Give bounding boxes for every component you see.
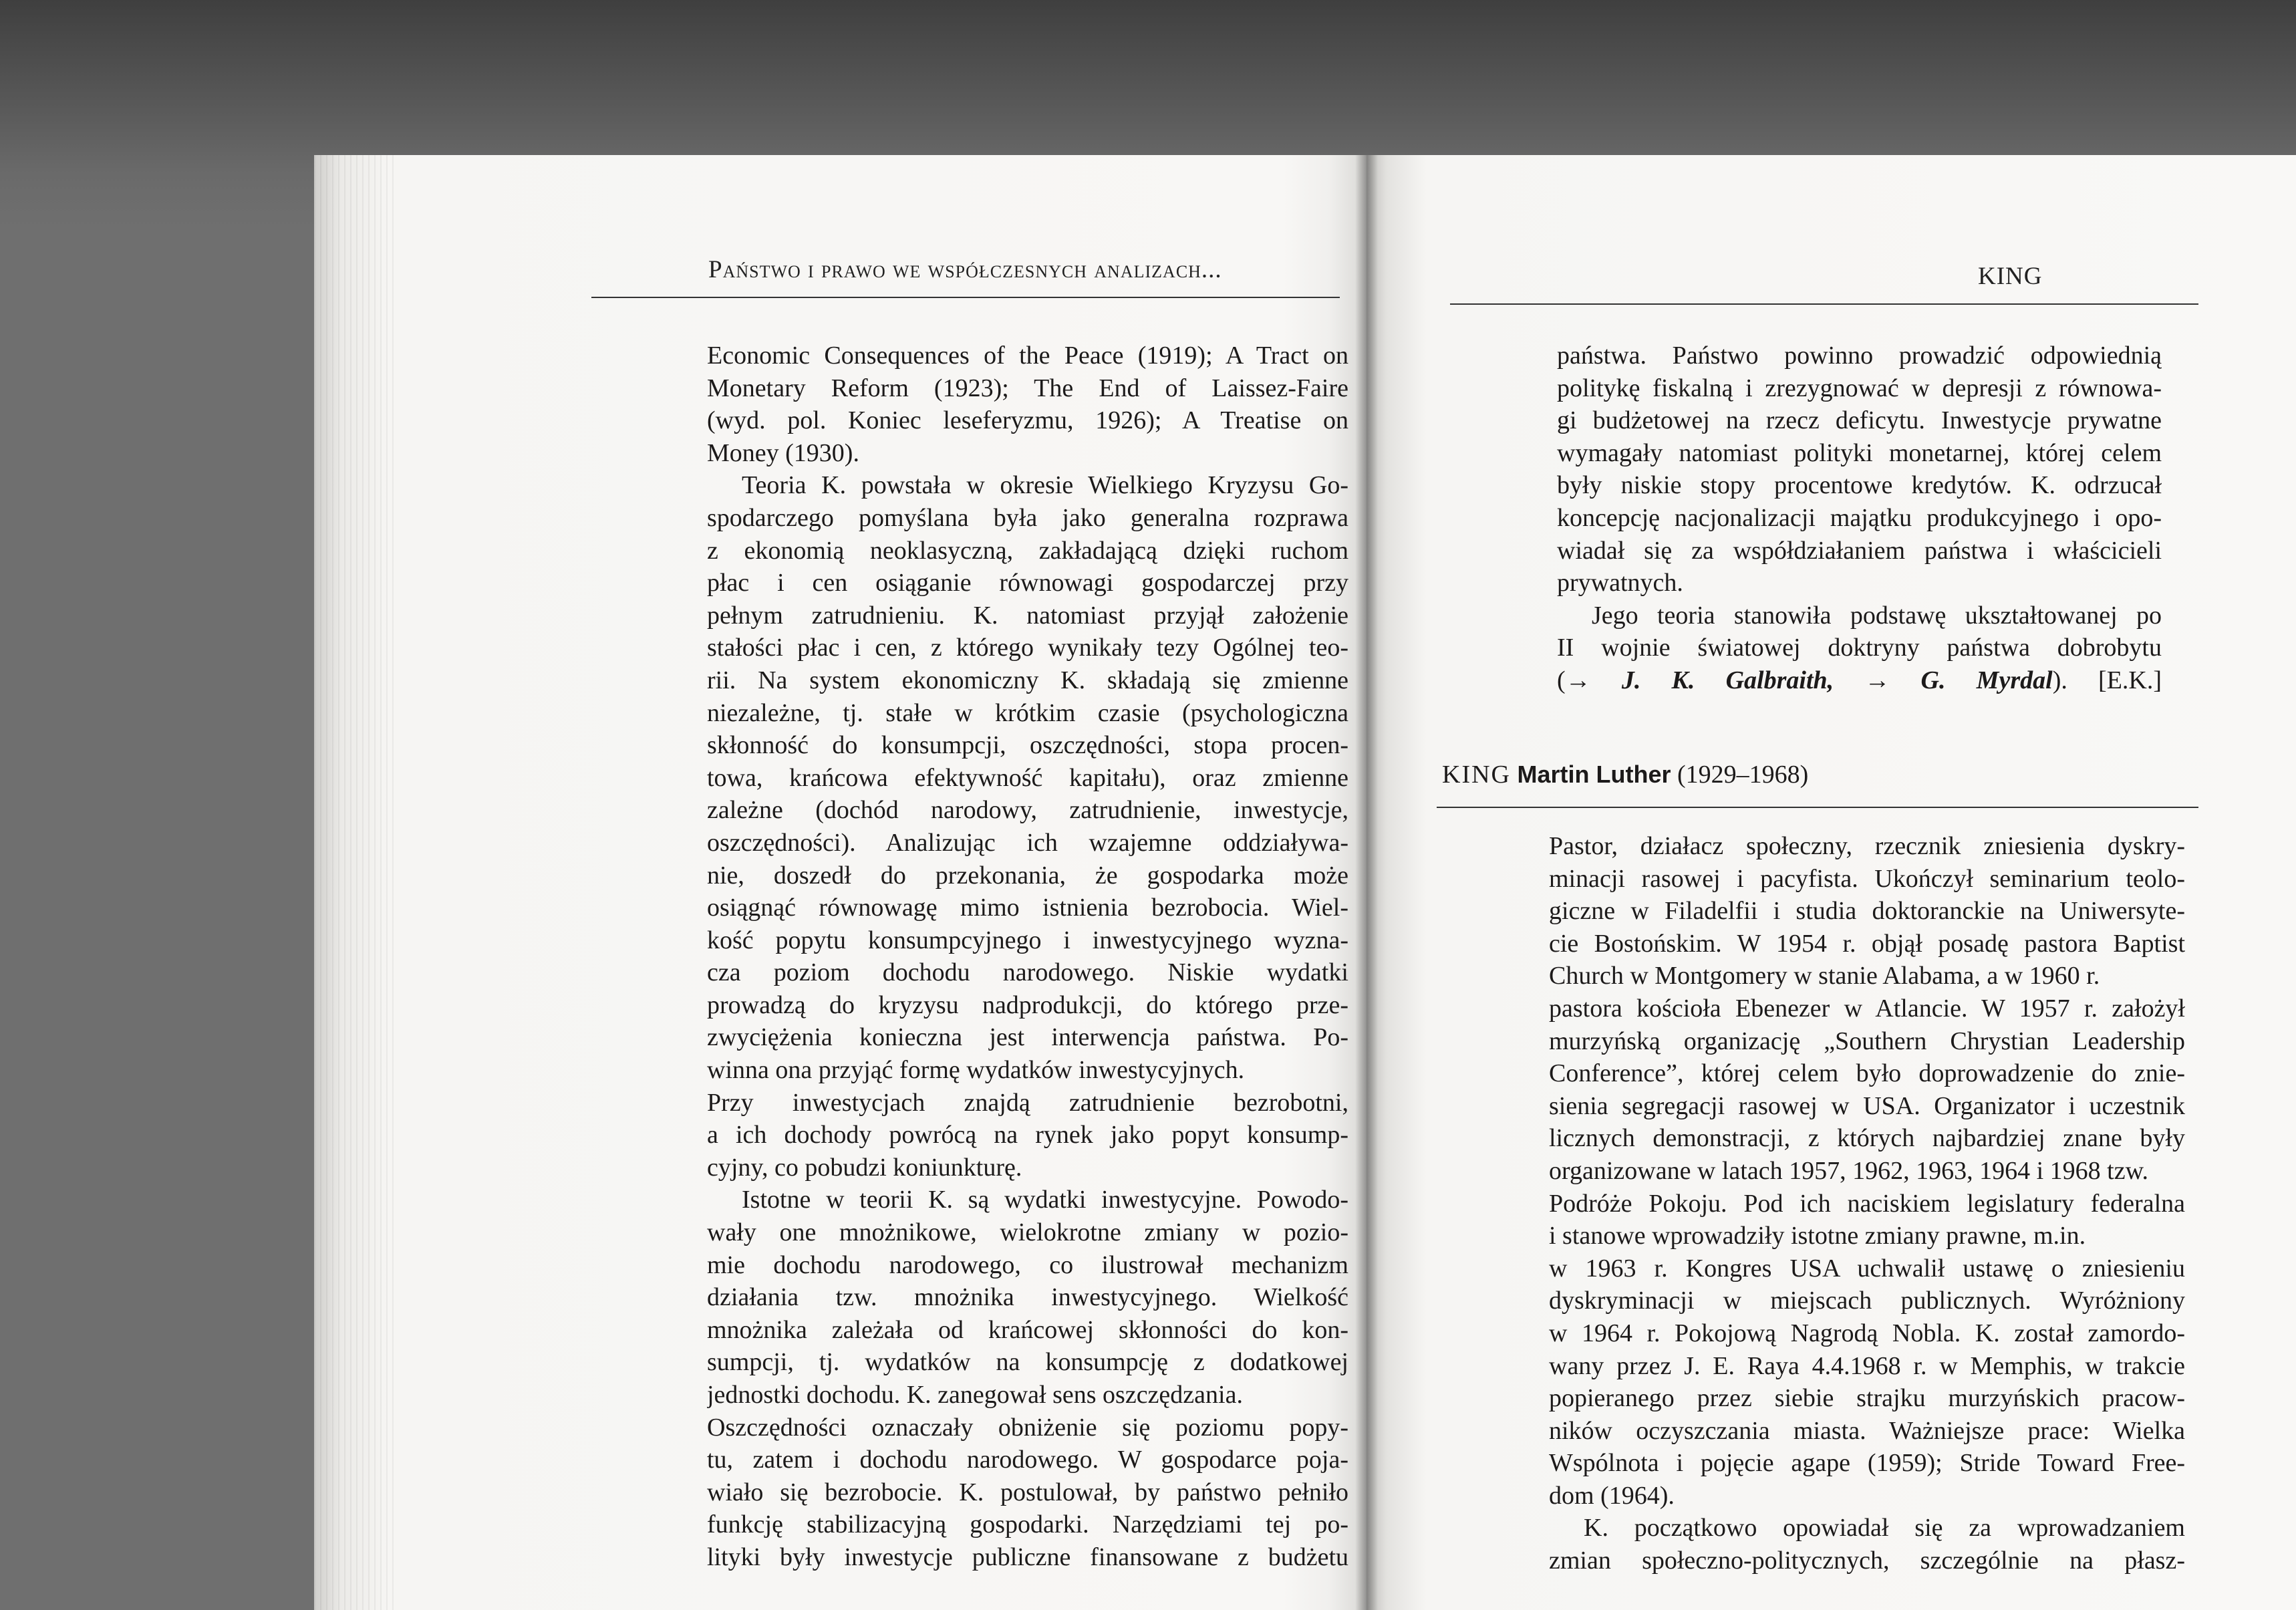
text-line: Monetary Reform (1923); The End of Laissez-Faire: [707, 374, 1348, 402]
entry-dates: (1929–1968): [1677, 761, 1809, 789]
text-line: lityki były inwestycje publiczne finansowane z budżetu: [707, 1542, 1348, 1571]
text-line: zależne (dochód narodowy, zatrudnienie, inwestycje,: [707, 796, 1348, 825]
text-line: winna ona przyjąć formę wydatków inwestycyjnych.: [707, 1056, 1245, 1085]
book-gutter: [1355, 155, 1378, 1610]
text-line: ników oczyszczania miasta. Ważniejsze prace: Wielka: [1549, 1416, 2185, 1445]
text-line: Przy inwestycjach znajdą zatrudnienie bezrobotni,: [707, 1088, 1348, 1117]
text-line: wały one mnożnikowe, wielokrotne zmiany w pozio-: [707, 1218, 1348, 1247]
text-line: mnożnika zależała od krańcowej skłonności do kon-: [707, 1315, 1348, 1344]
text-line: i stanowe wprowadziły istotne zmiany prawne, m.in.: [1549, 1222, 2086, 1250]
arrow-right-icon: →: [1864, 666, 1890, 694]
left-header-rule: [591, 297, 1340, 298]
arrow-right-icon: →: [1565, 666, 1591, 694]
text-line: Oszczędności oznaczały obniżenie się poziomu popy-: [707, 1413, 1348, 1442]
text-line: a ich dochody powrócą na rynek jako popyt konsump-: [707, 1121, 1348, 1150]
text-line: były niskie stopy procentowe kredytów. K. odrzucał: [1557, 471, 2162, 500]
text-line: w 1964 r. Pokojową Nagrodą Nobla. K. został zamordo-: [1549, 1319, 2185, 1347]
text-line: cyjny, co pobudzi koniunkturę.: [707, 1153, 1022, 1182]
text-line: murzyńską organizację „Southern Chrystian Leadership: [1549, 1027, 2185, 1055]
text-line: działania tzw. mnożnika inwestycyjnego. Wielkość: [707, 1283, 1348, 1312]
text-line: prywatnych.: [1557, 569, 1683, 597]
text-line: dom (1964).: [1549, 1481, 1675, 1510]
text-line: prowadzą do kryzysu nadprodukcji, do którego prze-: [707, 990, 1348, 1019]
text-line: Church w Montgomery w stanie Alabama, a w 1960 r.: [1549, 962, 2100, 990]
text-line: Podróże Pokoju. Pod ich naciskiem legislatury federalna: [1549, 1189, 2185, 1218]
text-line: osiągnąć równowagę mimo istnienia bezrobocia. Wiel-: [707, 894, 1348, 922]
text-line: dyskryminacji w miejscach publicznych. Wyróżniony: [1549, 1287, 2185, 1315]
text-line: zmian społeczno-politycznych, szczególnie na płasz-: [1549, 1547, 2185, 1575]
text-line: sienia segregacji rasowej w USA. Organizator i uczestnik: [1549, 1091, 2185, 1120]
text-line: wany przez J. E. Raya 4.4.1968 r. w Memphis, w trakcie: [1549, 1351, 2185, 1380]
right-text-column-entry: [1549, 830, 2185, 1577]
text-line: pastora kościoła Ebenezer w Atlancie. W 1957 r. założył: [1549, 994, 2185, 1023]
text-line: jednostki dochodu. K. zanegował sens oszczędzania.: [707, 1381, 1243, 1409]
text-line: wiadał się za współdziałaniem państwa i właścicieli: [1557, 536, 2162, 565]
text-line: skłonność do konsumpcji, oszczędności, stopa procen-: [707, 731, 1348, 760]
left-running-head: Państwo i prawo we współczesnych analizach...: [708, 256, 1222, 283]
text-line: Conference”, której celem było doprowadzenie do znie-: [1549, 1059, 2185, 1088]
text-line: Istotne w teorii K. są wydatki inwestycyjne. Powodo-: [742, 1186, 1348, 1214]
text-line: K. początkowo opowiadał się za wprowadzaniem: [1584, 1514, 2185, 1542]
xref-paren-open: (: [1557, 666, 1566, 694]
text-line: (wyd. pol. Koniec leseferyzmu, 1926); A Treatise on: [707, 406, 1348, 435]
text-line: tu, zatem i dochodu narodowego. W gospodarce poja-: [707, 1446, 1348, 1474]
text-line: koncepcję nacjonalizacji majątku produkcyjnego i opo-: [1557, 503, 2162, 532]
text-line: towa, krańcowa efektywność kapitału), oraz zmienne: [707, 763, 1348, 792]
xref-galbraith: J. K. Galbraith,: [1621, 666, 1834, 694]
text-line: kość popytu konsumpcyjnego i inwestycyjnego wyzna-: [707, 926, 1348, 954]
text-line: Economic Consequences of the Peace (1919); A Tract on: [707, 342, 1348, 370]
entry-heading: [1442, 760, 1808, 789]
cross-reference-line: [1557, 664, 2162, 697]
text-line: stałości płac i cen, z którego wynikały tezy Ogólnej teo-: [707, 634, 1348, 662]
text-line: mie dochodu narodowego, co ilustrował mechanizm: [707, 1250, 1348, 1279]
text-line: Teoria K. powstała w okresie Wielkiego Kryzysu Go-: [742, 471, 1348, 500]
text-line: giczne w Filadelfii i studia doktoranckie na Uniwersyte-: [1549, 897, 2185, 926]
text-line: oszczędności). Analizując ich wzajemne oddziaływa-: [707, 828, 1348, 857]
text-line: II wojnie światowej doktryny państwa dobrobytu: [1557, 634, 2162, 662]
text-line: Wspólnota i pojęcie agape (1959); Stride Toward Free-: [1549, 1449, 2185, 1478]
xref-myrdal: G. Myrdal: [1920, 666, 2053, 694]
text-line: w 1963 r. Kongres USA uchwalił ustawę o zniesieniu: [1549, 1254, 2185, 1283]
text-line: zwyciężenia konieczna jest interwencja państwa. Po-: [707, 1023, 1348, 1052]
text-line: sumpcji, tj. wydatków na konsumpcję z dodatkowej: [707, 1348, 1348, 1377]
entry-keyword: KING: [1442, 761, 1511, 789]
xref-close-and-author: ). [E.K.]: [2052, 666, 2162, 694]
text-line: minacji rasowej i pacyfista. Ukończył seminarium teolo-: [1549, 864, 2185, 893]
left-text-column: [707, 340, 1348, 1574]
entry-rule: [1437, 807, 2198, 808]
text-line: niezależne, tj. stałe w krótkim czasie (psychologiczna: [707, 698, 1348, 727]
text-line: spodarczego pomyślana była jako generalna rozprawa: [707, 503, 1348, 532]
text-line: organizowane w latach 1957, 1962, 1963, 1964 i 1968 tzw.: [1549, 1156, 2149, 1185]
text-line: wiało się bezrobocie. K. postulował, by państwo pełniło: [707, 1478, 1348, 1506]
text-line: płac i cen osiąganie równowagi gospodarczej przy: [707, 569, 1348, 597]
text-line: z ekonomią neoklasyczną, zakładającą dzięki ruchom: [707, 536, 1348, 565]
text-line: państwa. Państwo powinno prowadzić odpowiednią: [1557, 342, 2162, 370]
text-line: Money (1930).: [707, 438, 859, 467]
text-line: gi budżetowej na rzecz deficytu. Inwestycje prywatne: [1557, 406, 2162, 435]
right-text-column-top: [1557, 340, 2162, 697]
text-line: rii. Na system ekonomiczny K. składają się zmienne: [707, 666, 1348, 694]
text-line: Jego teoria stanowiła podstawę ukształtowanej po: [1592, 601, 2162, 630]
page-edge-stack: [314, 155, 394, 1610]
text-line: cie Bostońskim. W 1954 r. objął posadę pastora Baptist: [1549, 929, 2185, 958]
text-line: pełnym zatrudnieniu. K. natomiast przyjął założenie: [707, 601, 1348, 630]
text-line: politykę fiskalną i zrezygnować w depresji z równowa-: [1557, 374, 2162, 402]
text-line: funkcję stabilizacyjną gospodarki. Narzędziami tej po-: [707, 1510, 1348, 1539]
text-line: wymagały natomiast polityki monetarnej, której celem: [1557, 438, 2162, 467]
right-running-head: KING: [1978, 263, 2043, 290]
text-line: popieranego przez siebie strajku murzyńskich pracow-: [1549, 1384, 2185, 1413]
text-line: cza poziom dochodu narodowego. Niskie wydatki: [707, 958, 1348, 987]
text-line: Pastor, działacz społeczny, rzecznik zniesienia dyskry-: [1549, 832, 2185, 860]
text-line: nie, doszedł do przekonania, że gospodarka może: [707, 861, 1348, 890]
entry-name: Martin Luther: [1517, 761, 1671, 788]
text-line: licznych demonstracji, z których najbardziej znane były: [1549, 1124, 2185, 1153]
right-header-rule: [1450, 303, 2198, 305]
